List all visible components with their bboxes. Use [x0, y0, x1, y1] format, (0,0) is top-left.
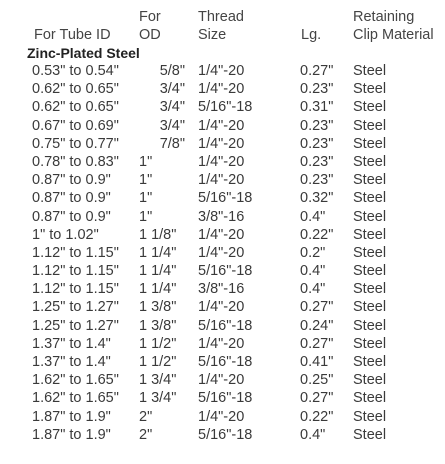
- table-row: [0, 98, 445, 116]
- table-row: [0, 280, 445, 298]
- table-row: [0, 262, 445, 280]
- cell-thread-size: 3/8"-16: [198, 208, 245, 225]
- cell-od: 1 3/8": [139, 299, 177, 316]
- cell-od: 3/4": [159, 99, 185, 116]
- cell-tube-id: 1.62" to 1.65": [32, 390, 119, 407]
- cell-clip-material: Steel: [353, 372, 387, 389]
- cell-thread-size: 1/4"-20: [198, 335, 245, 352]
- cell-clip-material: Steel: [353, 226, 387, 243]
- cell-length: 0.41": [300, 354, 334, 370]
- table-row: [0, 298, 445, 316]
- table-row: [0, 80, 445, 98]
- cell-length: 0.23": [300, 117, 334, 134]
- cell-thread-size: 5/16"-18: [198, 99, 253, 116]
- cell-tube-id: 0.87" to 0.9": [32, 190, 111, 207]
- cell-clip-material: Steel: [353, 172, 387, 189]
- cell-tube-id: 1" to 1.02": [32, 226, 99, 243]
- table-row: [0, 353, 445, 371]
- header-clip-material: Retaining Clip Material: [353, 9, 434, 43]
- cell-thread-size: 1/4"-20: [198, 63, 245, 79]
- cell-tube-id: 1.87" to 1.9": [32, 426, 111, 443]
- cell-clip-material: Steel: [353, 390, 387, 407]
- cell-clip-material: Steel: [353, 153, 387, 170]
- cell-thread-size: 1/4"-20: [198, 135, 245, 152]
- cell-clip-material: Steel: [353, 81, 387, 98]
- table-body: [0, 62, 445, 444]
- cell-tube-id: 1.37" to 1.4": [32, 335, 111, 352]
- cell-length: 0.2": [300, 244, 326, 261]
- cell-clip-material: Steel: [353, 426, 387, 443]
- cell-tube-id: 1.25" to 1.27": [32, 299, 119, 316]
- cell-od: 1 1/2": [139, 354, 177, 370]
- cell-thread-size: 1/4"-20: [198, 408, 245, 425]
- header-tube-id: For Tube ID: [34, 27, 111, 43]
- table-row: [0, 208, 445, 226]
- cell-tube-id: 1.25" to 1.27": [32, 317, 119, 334]
- cell-od: 5/8": [159, 63, 185, 79]
- cell-clip-material: Steel: [353, 135, 387, 152]
- cell-length: 0.23": [300, 172, 334, 189]
- cell-od: 1": [139, 172, 153, 189]
- cell-od: 1 1/4": [139, 281, 177, 298]
- cell-od: 3/4": [159, 117, 185, 134]
- cell-length: 0.4": [300, 208, 326, 225]
- cell-clip-material: Steel: [353, 99, 387, 116]
- cell-tube-id: 1.62" to 1.65": [32, 372, 119, 389]
- cell-thread-size: 3/8"-16: [198, 281, 245, 298]
- cell-od: 1 1/2": [139, 335, 177, 352]
- table-row: [0, 189, 445, 207]
- cell-tube-id: 0.67" to 0.69": [32, 117, 119, 134]
- cell-length: 0.4": [300, 426, 326, 443]
- cell-clip-material: Steel: [353, 317, 387, 334]
- cell-od: 1": [139, 208, 153, 225]
- cell-length: 0.4": [300, 263, 326, 280]
- cell-od: 1 1/8": [139, 226, 177, 243]
- cell-tube-id: 1.12" to 1.15": [32, 244, 119, 261]
- cell-tube-id: 1.37" to 1.4": [32, 354, 111, 370]
- cell-od: 2": [139, 408, 153, 425]
- cell-od: 1 3/4": [139, 390, 177, 407]
- cell-length: 0.23": [300, 153, 334, 170]
- cell-od: 1": [139, 153, 153, 170]
- cell-clip-material: Steel: [353, 117, 387, 134]
- cell-length: 0.27": [300, 299, 334, 316]
- table-row: [0, 426, 445, 444]
- cell-od: 1 1/4": [139, 244, 177, 261]
- cell-length: 0.23": [300, 135, 334, 152]
- cell-tube-id: 0.78" to 0.83": [32, 153, 119, 170]
- cell-clip-material: Steel: [353, 190, 387, 207]
- table-header: [0, 0, 445, 46]
- table-row: [0, 62, 445, 80]
- cell-thread-size: 5/16"-18: [198, 263, 253, 280]
- header-length: Lg.: [301, 27, 322, 43]
- cell-thread-size: 5/16"-18: [198, 390, 253, 407]
- cell-thread-size: 1/4"-20: [198, 153, 245, 170]
- table-row: [0, 135, 445, 153]
- table-row: [0, 371, 445, 389]
- cell-length: 0.32": [300, 190, 334, 207]
- cell-thread-size: 5/16"-18: [198, 190, 253, 207]
- cell-od: 1": [139, 190, 153, 207]
- cell-tube-id: 1.12" to 1.15": [32, 263, 119, 280]
- cell-tube-id: 0.87" to 0.9": [32, 172, 111, 189]
- cell-od: 1 3/4": [139, 372, 177, 389]
- cell-clip-material: Steel: [353, 299, 387, 316]
- cell-clip-material: Steel: [353, 281, 387, 298]
- table-row: [0, 153, 445, 171]
- cell-clip-material: Steel: [353, 63, 387, 79]
- cell-tube-id: 0.62" to 0.65": [32, 99, 119, 116]
- cell-od: 7/8": [159, 135, 185, 152]
- table-row: [0, 408, 445, 426]
- cell-thread-size: 1/4"-20: [198, 299, 245, 316]
- table-row: [0, 171, 445, 189]
- cell-length: 0.24": [300, 317, 334, 334]
- table-row: [0, 317, 445, 335]
- cell-tube-id: 1.12" to 1.15": [32, 281, 119, 298]
- cell-length: 0.22": [300, 408, 334, 425]
- cell-tube-id: 0.53" to 0.54": [32, 63, 119, 79]
- cell-thread-size: 1/4"-20: [198, 81, 245, 98]
- cell-clip-material: Steel: [353, 244, 387, 261]
- cell-length: 0.23": [300, 81, 334, 98]
- cell-tube-id: 1.87" to 1.9": [32, 408, 111, 425]
- cell-length: 0.27": [300, 390, 334, 407]
- cell-clip-material: Steel: [353, 335, 387, 352]
- cell-thread-size: 1/4"-20: [198, 117, 245, 134]
- cell-length: 0.27": [300, 335, 334, 352]
- cell-clip-material: Steel: [353, 263, 387, 280]
- cell-clip-material: Steel: [353, 408, 387, 425]
- cell-od: 1 1/4": [139, 263, 177, 280]
- cell-clip-material: Steel: [353, 354, 387, 370]
- cell-thread-size: 5/16"-18: [198, 426, 253, 443]
- cell-thread-size: 1/4"-20: [198, 244, 245, 261]
- cell-thread-size: 5/16"-18: [198, 317, 253, 334]
- table-row: [0, 117, 445, 135]
- cell-length: 0.4": [300, 281, 326, 298]
- table-row: [0, 335, 445, 353]
- table-row: [0, 226, 445, 244]
- cell-length: 0.31": [300, 99, 334, 116]
- cell-thread-size: 1/4"-20: [198, 226, 245, 243]
- header-od: For OD: [139, 9, 161, 43]
- cell-thread-size: 5/16"-18: [198, 354, 253, 370]
- cell-clip-material: Steel: [353, 208, 387, 225]
- cell-tube-id: 0.62" to 0.65": [32, 81, 119, 98]
- cell-thread-size: 1/4"-20: [198, 172, 245, 189]
- cell-thread-size: 1/4"-20: [198, 372, 245, 389]
- table-row: [0, 244, 445, 262]
- cell-od: 3/4": [159, 81, 185, 98]
- cell-length: 0.27": [300, 63, 334, 79]
- table-row: [0, 389, 445, 407]
- cell-length: 0.22": [300, 226, 334, 243]
- cell-length: 0.25": [300, 372, 334, 389]
- cell-od: 1 3/8": [139, 317, 177, 334]
- cell-od: 2": [139, 426, 153, 443]
- cell-tube-id: 0.75" to 0.77": [32, 135, 119, 152]
- header-thread-size: Thread Size: [198, 9, 244, 43]
- group-title: Zinc-Plated Steel: [27, 45, 140, 61]
- cell-tube-id: 0.87" to 0.9": [32, 208, 111, 225]
